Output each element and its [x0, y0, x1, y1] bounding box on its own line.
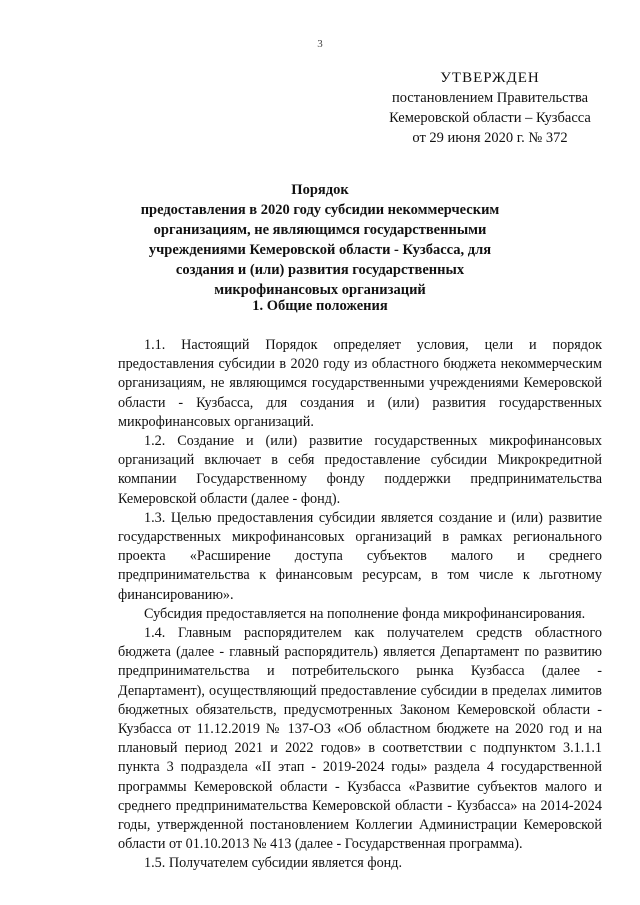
paragraph: 1.2. Создание и (или) развитие государственных микрофинансовых организаций включает в себя предоставление субсидии Микрокредитной компании Государственному фонду поддержки предпринимательства Кемеровской области (далее - фонд). [118, 433, 602, 507]
approval-heading: УТВЕРЖДЕН [440, 70, 540, 86]
title-line: микрофинансовых организаций [214, 282, 426, 298]
paragraph: 1.5. Получателем субсидии является фонд. [144, 855, 403, 872]
title-line: Порядок [291, 182, 349, 198]
section-heading: 1. Общие положения [252, 298, 388, 314]
title-line: предоставления в 2020 году субсидии некоммерческим [140, 202, 500, 218]
approval-block [360, 68, 620, 148]
paragraph: 1.3. Целью предоставления субсидии является создание и (или) развитие государственных микрофинансовых организаций в рамках регионального проекта «Расширение доступа субъектов малого и среднего предпринимательства к финансовым ресурсам, в том числе к льготному финансированию». [118, 509, 602, 603]
approval-line: Кемеровской области – Кузбасса [389, 110, 591, 126]
page-number: 3 [317, 38, 323, 50]
document-body [118, 336, 602, 874]
paragraph: 1.1. Настоящий Порядок определяет условия, цели и порядок предоставления субсидии в 2020 году из областного бюджета некоммерческим организациям, не являющимся государственными учреждениями Кемеровской области - Кузбасса, для создания и (или) развития государственных микрофинансовых организаций. [118, 337, 602, 430]
document-title [110, 180, 530, 300]
approval-line: от 29 июня 2020 г. № 372 [412, 130, 568, 146]
title-line: учреждениями Кемеровской области - Кузбасса, для [148, 242, 492, 258]
title-line: создания и (или) развития государственных [175, 262, 465, 278]
paragraph: Субсидия предоставляется на пополнение фонда микрофинансирования. [144, 605, 586, 622]
approval-line: постановлением Правительства [391, 90, 589, 106]
title-line: организациям, не являющимся государственными [153, 222, 487, 238]
paragraph: 1.4. Главным распорядителем как получателем средств областного бюджета (далее - главный распорядитель) является Департамент по развитию предпринимательства и потребительского рынка Кузбасса (далее - Департамент), осуществляющий предоставление субсидии в пределах лимитов бюджетных обязательств, предусмотренных Законом Кемеровской области - Кузбасса от 11.12.2019 № 137-ОЗ «Об областном бюджете на 2020 год и на плановый период 2021 и 2022 годов» в соответствии с подпунктом 3.1.1.1 пункта 3 подраздела «II этап - 2019-2024 годы» раздела 4 государственной программы Кемеровской области - Кузбасса «Развитие субъектов малого и среднего предпринимательства Кемеровской области - Кузбасса» на 2014-2024 годы, утвержденной постановлением Коллегии Администрации Кемеровской области от 01.10.2013 № 413 (далее - Государственная программа). [118, 625, 602, 853]
